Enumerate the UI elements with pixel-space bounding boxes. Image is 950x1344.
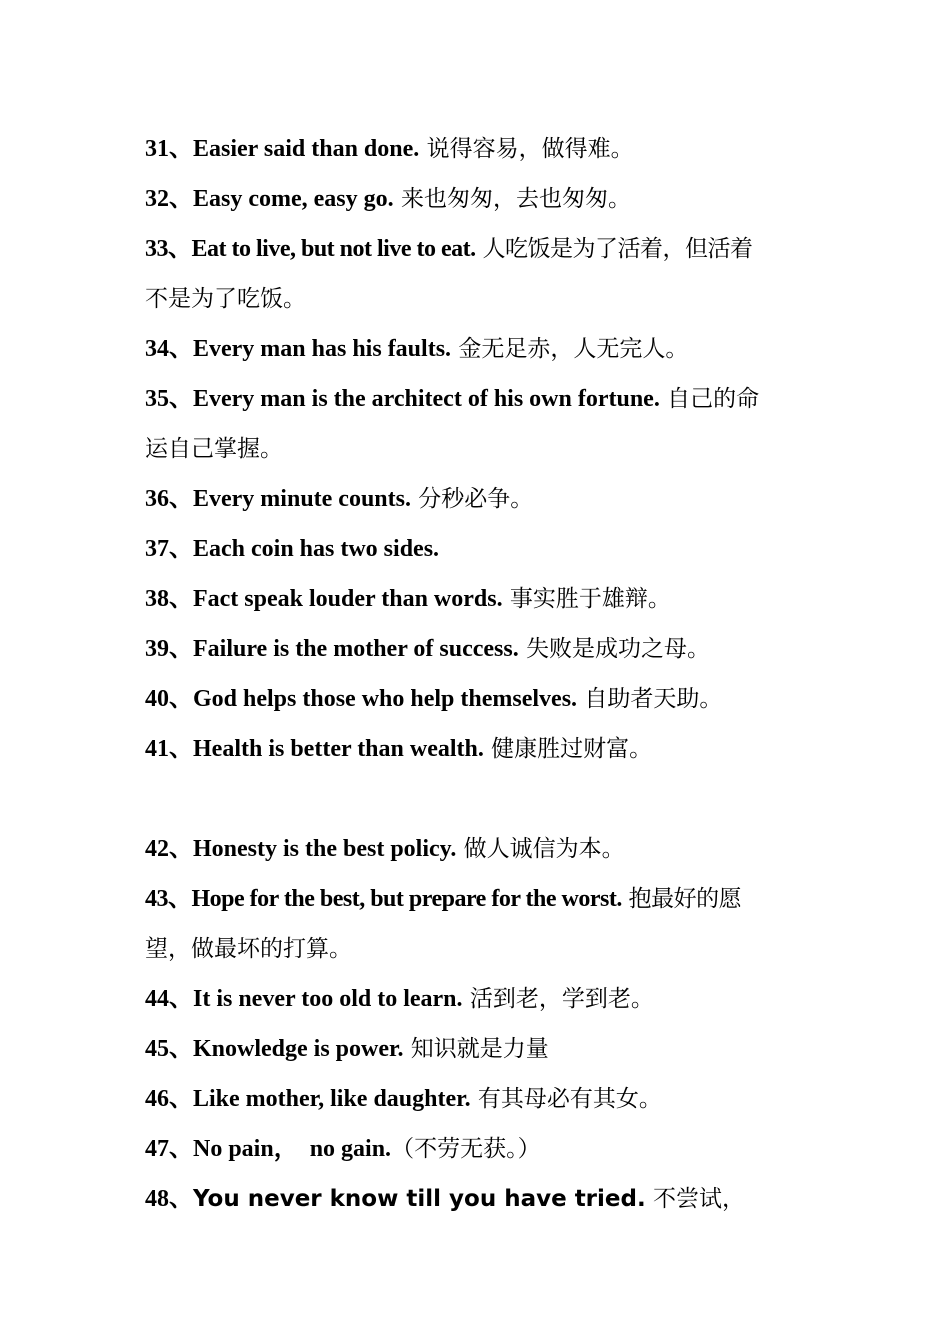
proverb-number: 48、 bbox=[145, 1186, 193, 1212]
proverb-english: 42、Honesty is the best policy. bbox=[145, 836, 457, 862]
proverb-45 bbox=[145, 1024, 810, 1074]
proverb-list bbox=[145, 124, 810, 1224]
proverb-chinese: 事实胜于雄辩。 bbox=[502, 586, 671, 612]
proverb-chinese: 自助者天助。 bbox=[577, 686, 723, 712]
proverb-40 bbox=[145, 674, 810, 724]
proverb-36 bbox=[145, 474, 810, 524]
proverb-english: 45、Knowledge is power. bbox=[145, 1036, 404, 1062]
proverb-31 bbox=[145, 124, 810, 174]
proverb-english: 32、Easy come, easy go. bbox=[145, 186, 394, 212]
proverb-chinese: 说得容易，做得难。 bbox=[419, 136, 634, 162]
proverb-chinese: 知识就是力量 bbox=[403, 1036, 549, 1062]
proverb-39 bbox=[145, 624, 810, 674]
proverb-48 bbox=[145, 1174, 810, 1224]
proverb-english: 40、God helps those who help themselves. bbox=[145, 686, 578, 712]
proverb-44 bbox=[145, 974, 810, 1024]
proverb-chinese: 有其母必有其女。 bbox=[470, 1086, 662, 1112]
proverb-chinese: 运自己掌握。 bbox=[145, 436, 283, 462]
proverb-32 bbox=[145, 174, 810, 224]
proverb-chinese: 分秒必争。 bbox=[411, 486, 534, 512]
proverb-english: 44、It is never too old to learn. bbox=[145, 986, 463, 1012]
proverb-chinese: 金无足赤，人无完人。 bbox=[451, 336, 689, 362]
proverb-34 bbox=[145, 324, 810, 374]
blank-line bbox=[145, 774, 810, 824]
proverb-33 bbox=[145, 224, 810, 274]
proverb-english: 34、Every man has his faults. bbox=[145, 336, 452, 362]
proverb-chinese: 抱最好的愿 bbox=[621, 886, 742, 912]
proverb-chinese: 望，做最坏的打算。 bbox=[145, 936, 352, 962]
proverb-english: 33、Eat to live, but not live to eat. bbox=[145, 236, 476, 262]
proverb-english: 37、Each coin has two sides. bbox=[145, 536, 440, 562]
proverb-chinese: 来也匆匆，去也匆匆。 bbox=[393, 186, 631, 212]
proverb-37 bbox=[145, 524, 810, 574]
proverb-chinese: 不是为了吃饭。 bbox=[145, 286, 306, 312]
proverb-41 bbox=[145, 724, 810, 774]
proverb-english: 36、Every minute counts. bbox=[145, 486, 411, 512]
proverb-42 bbox=[145, 824, 810, 874]
proverb-43-continued bbox=[145, 924, 810, 974]
proverb-46 bbox=[145, 1074, 810, 1124]
proverb-38 bbox=[145, 574, 810, 624]
proverb-chinese: 活到老，学到老。 bbox=[462, 986, 654, 1012]
proverb-english: 43、Hope for the best, but prepare for the worst. bbox=[145, 886, 622, 912]
proverb-chinese: 失败是成功之母。 bbox=[518, 636, 711, 662]
proverb-english: 35、Every man is the architect of his own fortune. bbox=[145, 386, 660, 412]
proverb-chinese: 健康胜过财富。 bbox=[483, 736, 653, 762]
proverb-chinese: 自己的命 bbox=[659, 386, 760, 412]
proverb-english: You never know till you have tried. bbox=[193, 1186, 646, 1212]
proverb-chinese: 不尝试， bbox=[645, 1186, 746, 1212]
proverb-chinese: 做人诚信为本。 bbox=[456, 836, 625, 862]
proverb-33-continued bbox=[145, 274, 810, 324]
proverb-english: 46、Like mother, like daughter. bbox=[145, 1086, 471, 1112]
proverb-english: 47、No pain， no gain. bbox=[145, 1136, 392, 1162]
proverb-chinese: （不劳无获。） bbox=[391, 1136, 541, 1162]
proverb-chinese: 人吃饭是为了活着，但活着 bbox=[475, 236, 753, 262]
proverb-english: 31、Easier said than done. bbox=[145, 136, 420, 162]
proverb-47 bbox=[145, 1124, 810, 1174]
proverb-35 bbox=[145, 374, 810, 424]
proverb-english: 41、Health is better than wealth. bbox=[145, 736, 484, 762]
proverb-35-continued bbox=[145, 424, 810, 474]
proverb-43 bbox=[145, 874, 810, 924]
proverb-english: 38、Fact speak louder than words. bbox=[145, 586, 503, 612]
proverb-english: 39、Failure is the mother of success. bbox=[145, 636, 519, 662]
